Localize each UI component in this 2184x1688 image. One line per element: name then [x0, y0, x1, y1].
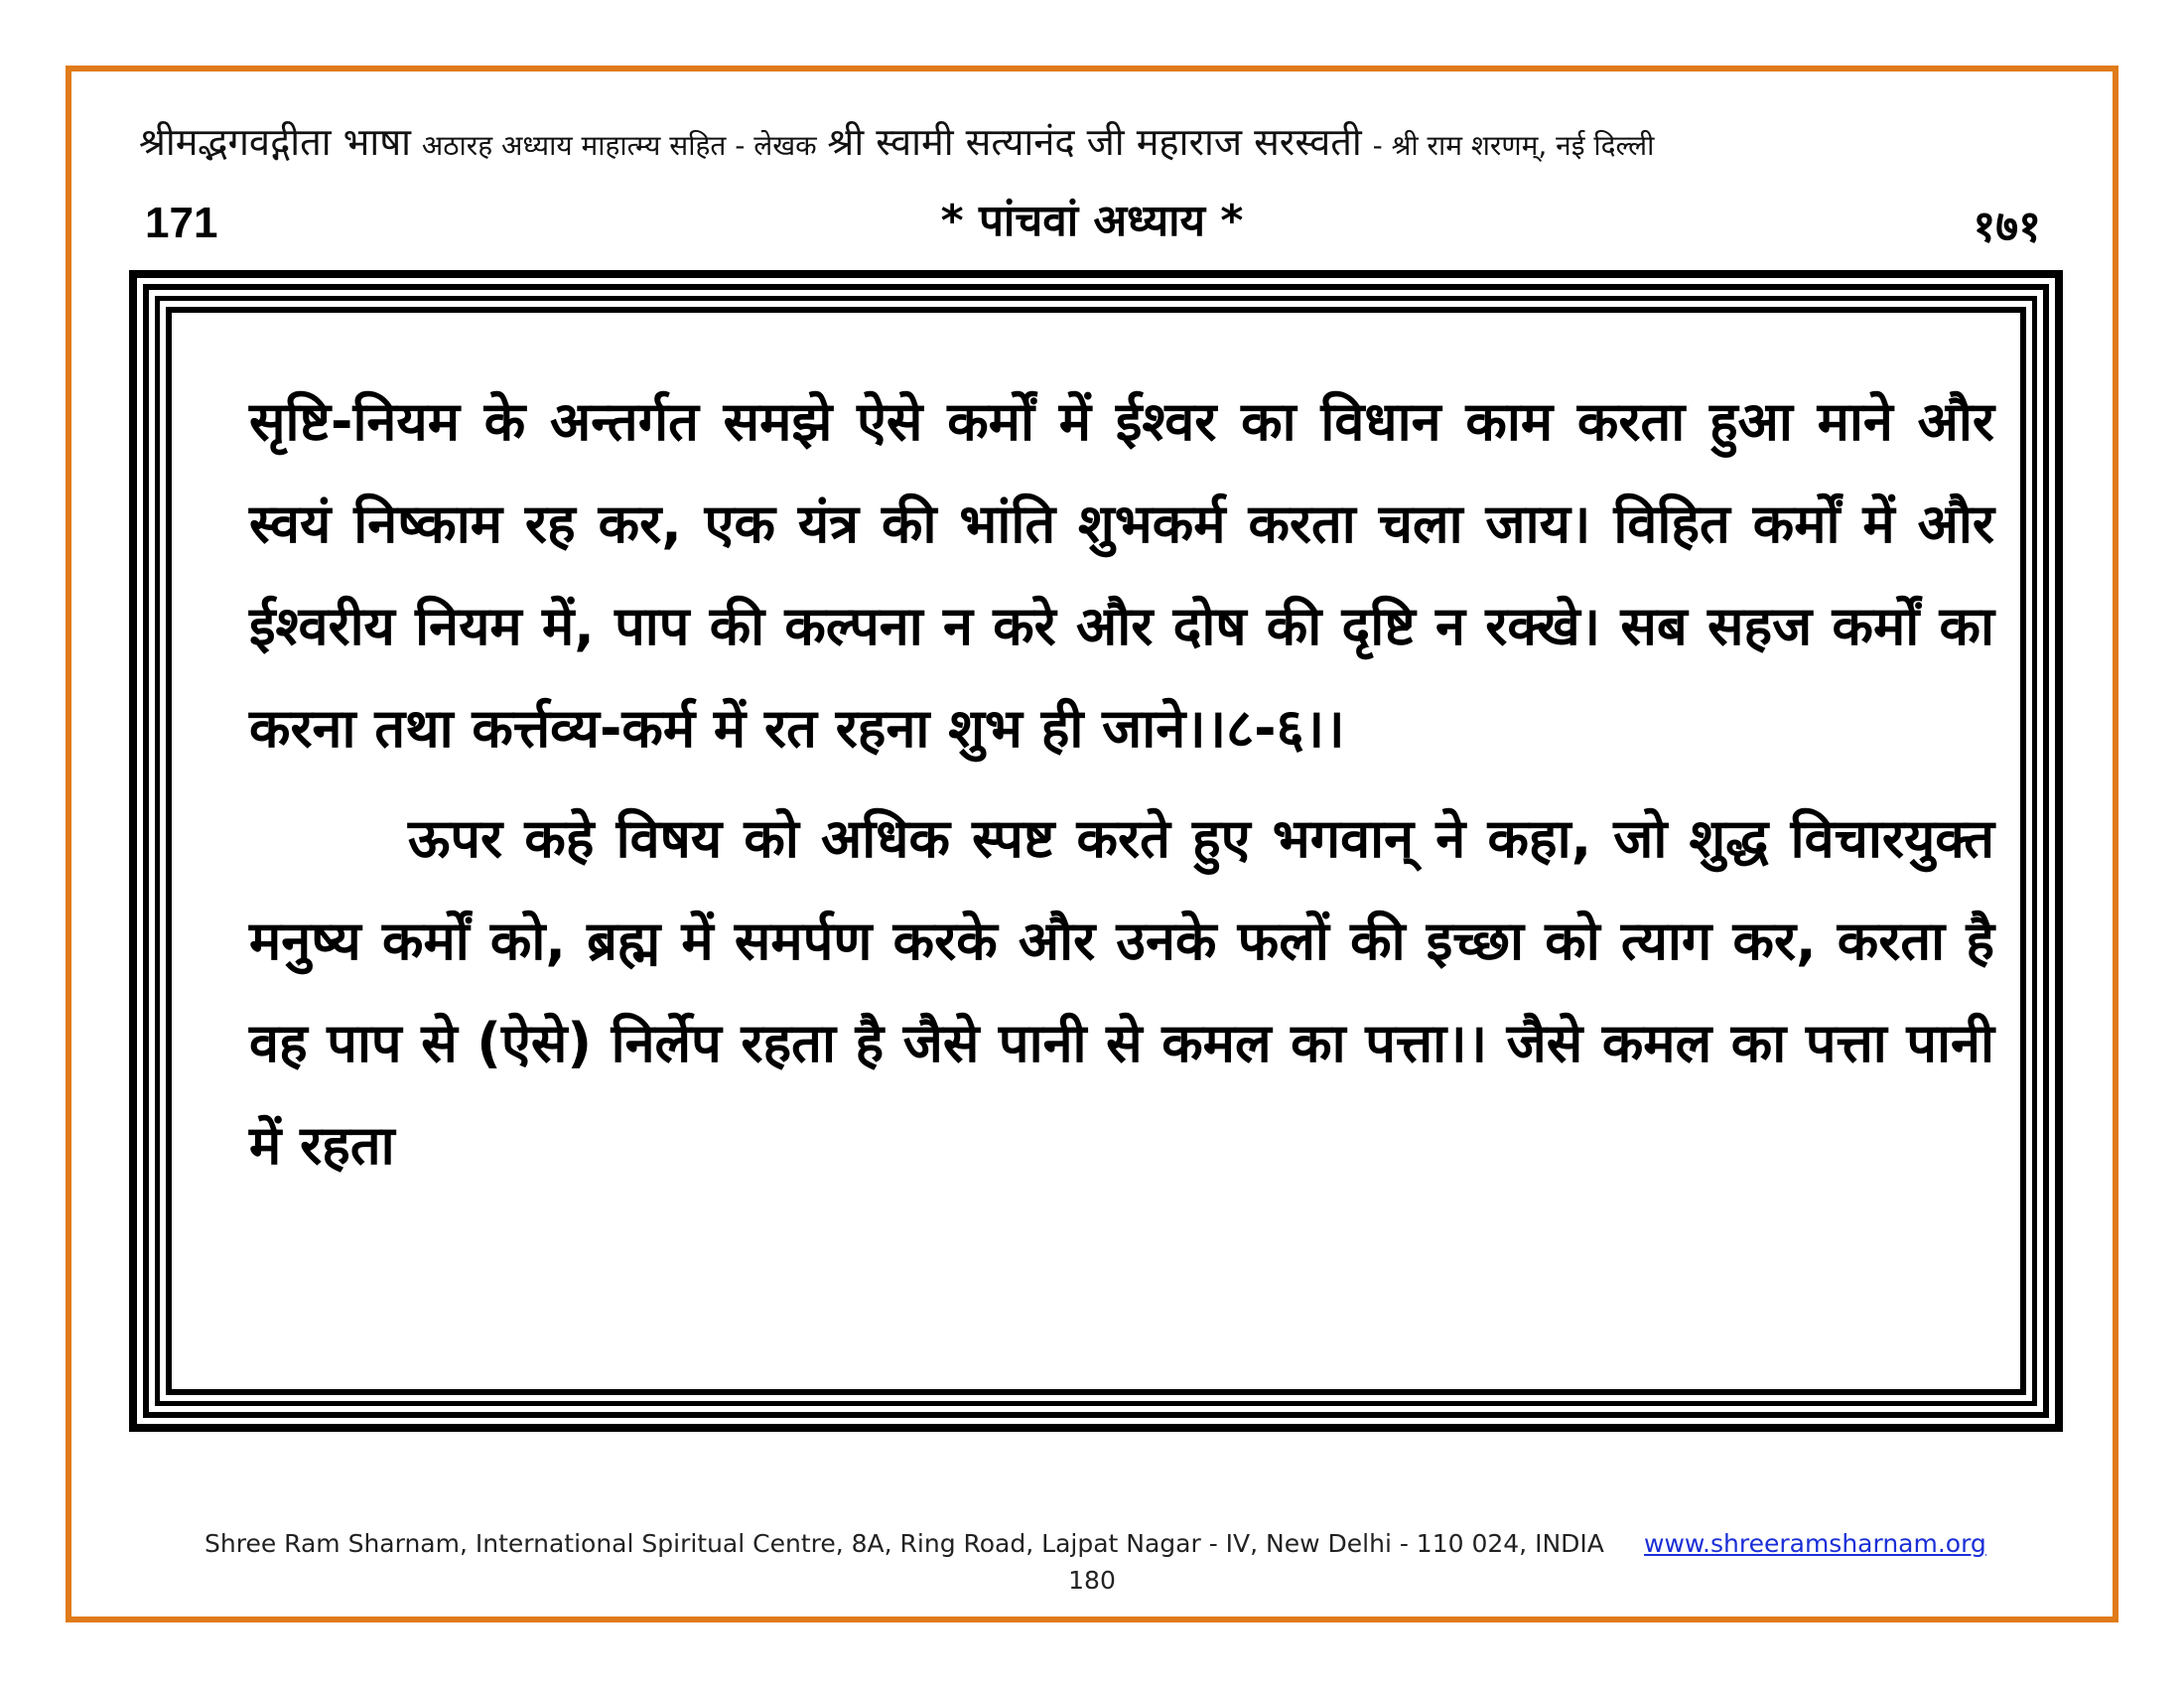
footer-address: Shree Ram Sharnam, International Spiritual Centre, 8A, Ring Road, Lajpat Nagar - IV, New Delhi - 110 024, INDIA	[205, 1529, 1604, 1558]
running-header	[139, 115, 2065, 167]
header-subtitle: अठारह अध्याय माहात्म्य सहित - लेखक	[421, 129, 817, 162]
frame-line-3	[155, 296, 2037, 1406]
page-number-devanagari: १७१	[1973, 202, 2041, 252]
footer-page-number: 180	[1068, 1566, 1116, 1595]
website-link[interactable]: www.shreeramsharnam.org	[1644, 1529, 1986, 1558]
paragraph-1: सृष्टि-नियम के अन्तर्गत समझे ऐसे कर्मों में ईश्वर का विधान काम करता हुआ माने और स्वयं निष्काम रह कर, एक यंत्र की भांति शुभकर्म करता चला जाय। विहित कर्मों में और ईश्वरीय नियम में, पाप की कल्पना न करे और दोष की दृष्टि न रक्खे। सब सहज कर्मों का करना तथा कर्त्तव्य-कर्म में रत रहना शुभ ही जाने।।८-६।।	[249, 390, 1994, 760]
chapter-title: * पांचवां अध्याय *	[940, 196, 1244, 246]
verse-text-block	[249, 370, 1994, 1196]
header-book-title: श्रीमद्भगवद्गीता भाषा	[139, 120, 412, 164]
paragraph-2: ऊपर कहे विषय को अधिक स्पष्ट करते हुए भगवान् ने कहा, जो शुद्ध विचारयुक्त मनुष्य कर्मों को, ब्रह्म में समर्पण करके और उनके फलों की इच्छा को त्याग कर, करता है वह पाप से (ऐसे) निर्लेप रहता है जैसे पानी से कमल का पत्ता।। जैसे कमल का पत्ता पानी में रहता	[249, 807, 1994, 1177]
frame-content	[166, 307, 2026, 1395]
frame-line-2	[143, 284, 2049, 1418]
header-author: श्री स्वामी सत्यानंद जी महाराज सरस्वती	[827, 120, 1362, 164]
page-number-arabic: 171	[145, 199, 218, 247]
scripture-frame	[129, 270, 2063, 1432]
header-publisher: - श्री राम शरणम्, नई दिल्ली	[1372, 129, 1655, 162]
